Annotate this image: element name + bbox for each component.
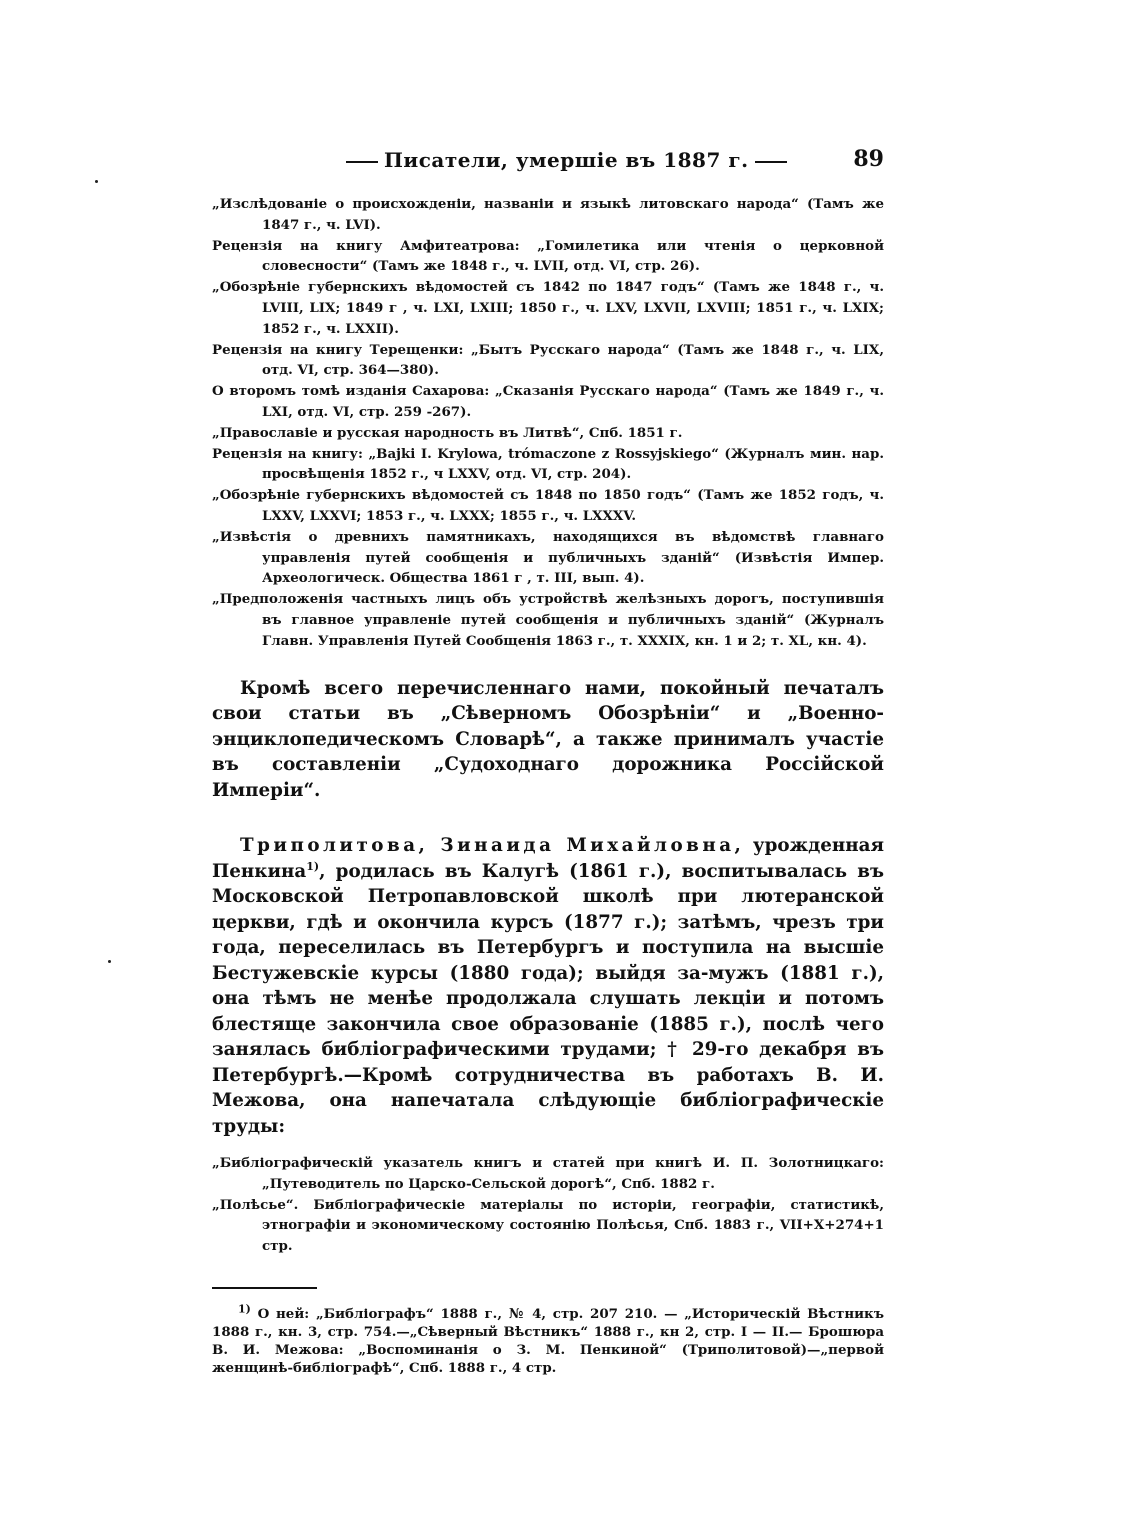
person-name: Триполитова, Зинаида Михайловна, — [240, 835, 745, 857]
bibliography-entry: Рецензія на книгу: „Bajki I. Krylowa, trómaczone z Rossyjskiego“ (Журналъ мин. нар. просвѣщенія 1852 г., ч LXXV, отд. VI, стр. 204). — [212, 445, 884, 483]
paragraph-text-b: , родилась въ Калугѣ (1861 г.), воспитывалась въ Московской Петропавловской школѣ при лютеранской церкви, гдѣ и окончила курсъ (1877 г.); затѣмъ, чрезъ три года, переселилась въ Петербургъ и поступила на высшіе Бестужевскіе курсы (1880 года); выйдя за-мужъ (1881 г.), она тѣмъ не менѣе продолжала слушать лекціи и потомъ блестяще закончила свое образованіе (1885 г.), послѣ чего занялась библіографическими трудами; † 29-го декабря въ Петербургѣ.—Кромѣ сотрудничества въ работахъ В. И. Межова, она напечатала слѣдующіе библіографическіе труды: — [212, 860, 884, 1137]
footnote-mark: 1) — [238, 1302, 251, 1316]
bibliography-list-1 — [212, 194, 884, 652]
bibliography-entry: „Изслѣдованіе о происхожденіи, названіи и языкѣ литовскаго народа“ (Тамъ же 1847 г., ч. LVI). — [212, 196, 884, 233]
bibliography-entry: „Обозрѣніе губернскихъ вѣдомостей съ 1848 по 1850 годъ“ (Тамъ же 1852 годъ, ч. LXXV, LXXVI; 1853 г., ч. LXXX; 1855 г., ч. LXXXV. — [212, 487, 884, 524]
bibliography-list-2 — [212, 1153, 884, 1257]
footnote-separator — [212, 1287, 317, 1289]
header-dash-left — [346, 161, 378, 163]
bibliography-entry: „Извѣстія о древнихъ памятникахъ, находящихся въ вѣдомствѣ главнаго управленія путей сообщенія и публичныхъ зданій“ (Извѣстія Импер. Археологическ. Общества 1861 г , т. III, вып. 4). — [212, 528, 884, 587]
body-paragraph-1: Кромѣ всего перечисленнаго нами, покойный печаталъ свои статьи въ „Сѣверномъ Обозрѣніи“ и „Военно-энциклопедическомъ Словарѣ“, а также принималъ участіе въ составленіи „Судоходнаго дорожника Россійской Имперіи“. — [212, 677, 884, 801]
bibliography-entry: „Библіографическій указатель книгъ и статей при книгѣ И. П. Золотницкаго: „Путеводитель по Царско-Сельской дорогѣ“, Спб. 1882 г. — [212, 1155, 884, 1192]
scan-speck — [95, 180, 98, 183]
bibliography-entry: „Обозрѣніе губернскихъ вѣдомостей съ 1842 по 1847 годъ“ (Тамъ же 1848 г., ч. LVIII, LIX; 1849 г , ч. LXI, LXIII; 1850 г., ч. LXV, LXVII, LXVIII; 1851 г., ч. LXIX; 1852 г., ч. LXXII). — [212, 279, 884, 337]
scan-speck — [108, 960, 111, 963]
running-title — [340, 148, 793, 172]
bibliography-entry: Рецензія на книгу Терещенки: „Бытъ Русскаго народа“ (Тамъ же 1848 г., ч. LIX, отд. VI, стр. 364—380). — [212, 341, 884, 379]
paragraph-text-a: урожденная Пенкина — [212, 835, 884, 882]
running-title-text: Писатели, умершіе въ 1887 г. — [384, 148, 749, 172]
body-paragraph-2 — [212, 833, 884, 1139]
bibliography-entry: „Предположенія частныхъ лицъ объ устройствѣ желѣзныхъ дорогъ, поступившія въ главное управленіе путей сообщенія и публичныхъ зданій“ (Журналъ Главн. Управленія Путей Сообщенія 1863 г., т. XXXIX, кн. 1 и 2; т. XL, кн. 4). — [212, 591, 884, 649]
header-dash-right — [755, 161, 787, 163]
bibliography-entry: „Полѣсье“. Библіографическіе матеріалы по исторіи, географіи, статистикѣ, этнографіи и экономическому состоянію Полѣсья, Спб. 1883 г., VII+X+274+1 стр. — [212, 1196, 884, 1255]
footnote — [212, 1302, 884, 1377]
page-number: 89 — [853, 146, 884, 172]
running-header — [212, 140, 884, 180]
bibliography-entry: Рецензія на книгу Амфитеатрова: „Гомилетика или чтенія о церковной словесности“ (Тамъ же 1848 г., ч. LVII, отд. VI, стр. 26). — [212, 237, 884, 275]
bibliography-entry: О второмъ томѣ изданія Сахарова: „Сказанія Русскаго народа“ (Тамъ же 1849 г., ч. LXI, отд. VI, стр. 259 -267). — [212, 383, 884, 420]
footnote-text: О ней: „Библіографъ“ 1888 г., № 4, стр. 207 210. — „Историческій Вѣстникъ 1888 г., кн. 3, стр. 754.—„Сѣверный Вѣстникъ“ 1888 г., кн 2, стр. I — II.— Брошюра В. И. Межова: „Воспоминанія о З. М. Пенкиной“ (Триполитовой)—„первой женщинѣ-библіографѣ“, Спб. 1888 г., 4 стр. — [212, 1306, 884, 1377]
bibliography-entry: „Православіе и русская народность въ Литвѣ“, Спб. 1851 г. — [212, 424, 683, 441]
footnote-reference: 1) — [306, 859, 320, 873]
book-page — [212, 140, 884, 1390]
